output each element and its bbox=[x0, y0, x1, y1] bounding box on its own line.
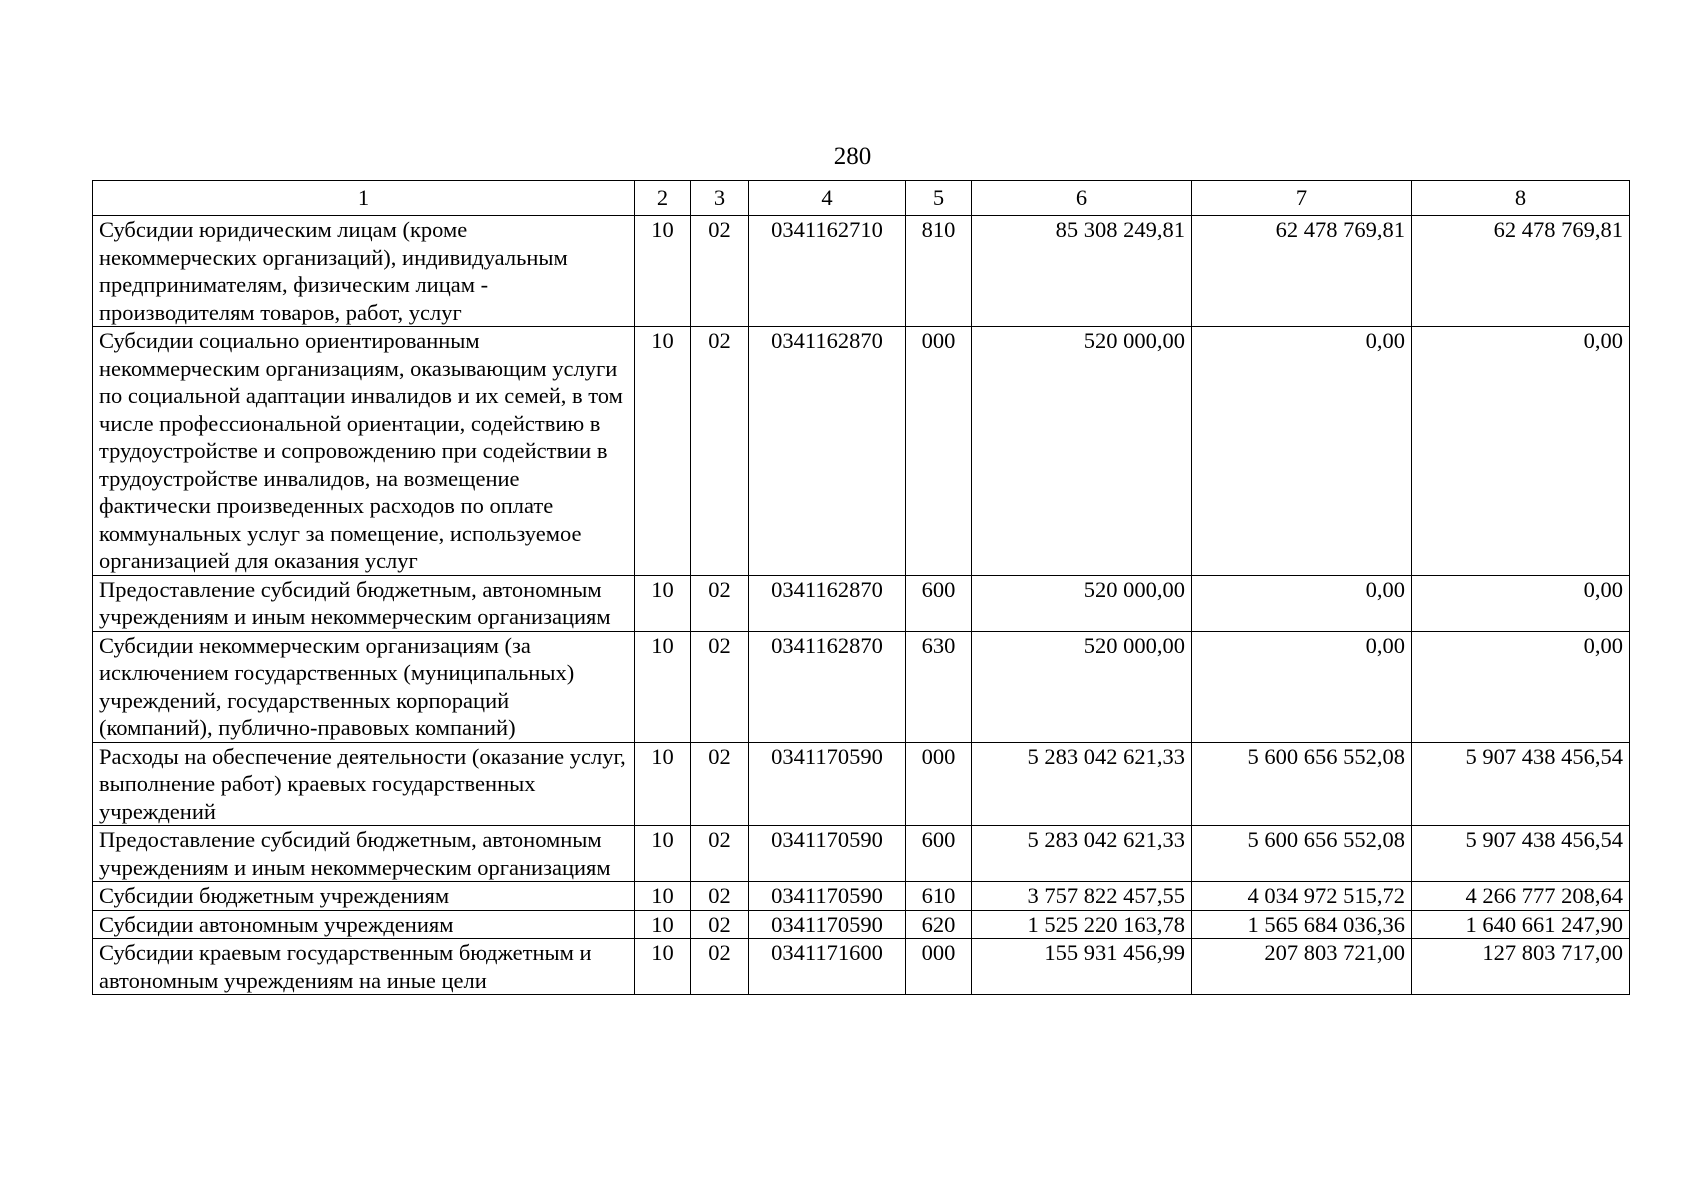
expense-type-code: 610 bbox=[906, 882, 972, 911]
subsection-code: 02 bbox=[691, 631, 749, 742]
section-code: 10 bbox=[635, 939, 691, 995]
target-article-code: 0341162710 bbox=[749, 216, 906, 327]
amount-col8: 127 803 717,00 bbox=[1412, 939, 1630, 995]
subsection-code: 02 bbox=[691, 216, 749, 327]
amount-col8: 5 907 438 456,54 bbox=[1412, 826, 1630, 882]
target-article-code: 0341170590 bbox=[749, 882, 906, 911]
subsection-code: 02 bbox=[691, 327, 749, 576]
amount-col6: 3 757 822 457,55 bbox=[972, 882, 1192, 911]
target-article-code: 0341162870 bbox=[749, 631, 906, 742]
column-header: 1 bbox=[93, 181, 635, 216]
column-header: 5 bbox=[906, 181, 972, 216]
row-name: Субсидии бюджетным учреждениям bbox=[93, 882, 635, 911]
amount-col7: 4 034 972 515,72 bbox=[1192, 882, 1412, 911]
amount-col8: 5 907 438 456,54 bbox=[1412, 742, 1630, 826]
target-article-code: 0341171600 bbox=[749, 939, 906, 995]
amount-col6: 1 525 220 163,78 bbox=[972, 910, 1192, 939]
amount-col6: 520 000,00 bbox=[972, 631, 1192, 742]
amount-col8: 1 640 661 247,90 bbox=[1412, 910, 1630, 939]
target-article-code: 0341170590 bbox=[749, 826, 906, 882]
section-code: 10 bbox=[635, 910, 691, 939]
target-article-code: 0341170590 bbox=[749, 910, 906, 939]
amount-col7: 1 565 684 036,36 bbox=[1192, 910, 1412, 939]
row-name: Субсидии некоммерческим организациям (за исключением государственных (муниципальных) учреждений, государственных корпораций (компаний), публично-правовых компаний) bbox=[93, 631, 635, 742]
column-header: 8 bbox=[1412, 181, 1630, 216]
amount-col6: 5 283 042 621,33 bbox=[972, 826, 1192, 882]
budget-table bbox=[92, 180, 1630, 995]
amount-col8: 0,00 bbox=[1412, 327, 1630, 576]
amount-col8: 4 266 777 208,64 bbox=[1412, 882, 1630, 911]
amount-col7: 62 478 769,81 bbox=[1192, 216, 1412, 327]
column-header: 3 bbox=[691, 181, 749, 216]
column-header: 2 bbox=[635, 181, 691, 216]
amount-col8: 0,00 bbox=[1412, 631, 1630, 742]
amount-col8: 0,00 bbox=[1412, 575, 1630, 631]
target-article-code: 0341162870 bbox=[749, 575, 906, 631]
expense-type-code: 630 bbox=[906, 631, 972, 742]
amount-col7: 207 803 721,00 bbox=[1192, 939, 1412, 995]
column-header: 7 bbox=[1192, 181, 1412, 216]
row-name: Предоставление субсидий бюджетным, автономным учреждениям и иным некоммерческим организациям bbox=[93, 575, 635, 631]
table-row bbox=[93, 631, 1630, 742]
table-row bbox=[93, 910, 1630, 939]
amount-col7: 0,00 bbox=[1192, 575, 1412, 631]
target-article-code: 0341162870 bbox=[749, 327, 906, 576]
expense-type-code: 000 bbox=[906, 742, 972, 826]
table-row bbox=[93, 327, 1630, 576]
target-article-code: 0341170590 bbox=[749, 742, 906, 826]
subsection-code: 02 bbox=[691, 826, 749, 882]
table-row bbox=[93, 742, 1630, 826]
section-code: 10 bbox=[635, 327, 691, 576]
row-name: Субсидии краевым государственным бюджетным и автономным учреждениям на иные цели bbox=[93, 939, 635, 995]
amount-col7: 5 600 656 552,08 bbox=[1192, 826, 1412, 882]
section-code: 10 bbox=[635, 216, 691, 327]
amount-col6: 520 000,00 bbox=[972, 327, 1192, 576]
section-code: 10 bbox=[635, 631, 691, 742]
row-name: Субсидии автономным учреждениям bbox=[93, 910, 635, 939]
row-name: Субсидии социально ориентированным некоммерческим организациям, оказывающим услуги по социальной адаптации инвалидов и их семей, в том числе профессиональной ориентации, содействию в трудоустройстве и сопровождению при содействии в трудоустройстве инвалидов, на возмещение фактически произведенных расходов по оплате коммунальных услуг за помещение, используемое организацией для оказания услуг bbox=[93, 327, 635, 576]
expense-type-code: 000 bbox=[906, 939, 972, 995]
amount-col6: 85 308 249,81 bbox=[972, 216, 1192, 327]
subsection-code: 02 bbox=[691, 742, 749, 826]
table-row bbox=[93, 826, 1630, 882]
subsection-code: 02 bbox=[691, 575, 749, 631]
table-row bbox=[93, 575, 1630, 631]
expense-type-code: 000 bbox=[906, 327, 972, 576]
expense-type-code: 810 bbox=[906, 216, 972, 327]
section-code: 10 bbox=[635, 742, 691, 826]
amount-col6: 520 000,00 bbox=[972, 575, 1192, 631]
table-row bbox=[93, 882, 1630, 911]
table-row bbox=[93, 939, 1630, 995]
subsection-code: 02 bbox=[691, 910, 749, 939]
table-row bbox=[93, 216, 1630, 327]
amount-col6: 155 931 456,99 bbox=[972, 939, 1192, 995]
column-header: 6 bbox=[972, 181, 1192, 216]
amount-col6: 5 283 042 621,33 bbox=[972, 742, 1192, 826]
amount-col7: 0,00 bbox=[1192, 327, 1412, 576]
column-header: 4 bbox=[749, 181, 906, 216]
subsection-code: 02 bbox=[691, 882, 749, 911]
expense-type-code: 600 bbox=[906, 826, 972, 882]
amount-col7: 0,00 bbox=[1192, 631, 1412, 742]
expense-type-code: 600 bbox=[906, 575, 972, 631]
section-code: 10 bbox=[635, 575, 691, 631]
page-number: 280 bbox=[833, 143, 872, 170]
header-row bbox=[93, 181, 1630, 216]
expense-type-code: 620 bbox=[906, 910, 972, 939]
row-name: Субсидии юридическим лицам (кроме некоммерческих организаций), индивидуальным предпринимателям, физическим лицам - производителям товаров, работ, услуг bbox=[93, 216, 635, 327]
section-code: 10 bbox=[635, 826, 691, 882]
amount-col8: 62 478 769,81 bbox=[1412, 216, 1630, 327]
row-name: Предоставление субсидий бюджетным, автономным учреждениям и иным некоммерческим организациям bbox=[93, 826, 635, 882]
row-name: Расходы на обеспечение деятельности (оказание услуг, выполнение работ) краевых государственных учреждений bbox=[93, 742, 635, 826]
amount-col7: 5 600 656 552,08 bbox=[1192, 742, 1412, 826]
subsection-code: 02 bbox=[691, 939, 749, 995]
section-code: 10 bbox=[635, 882, 691, 911]
